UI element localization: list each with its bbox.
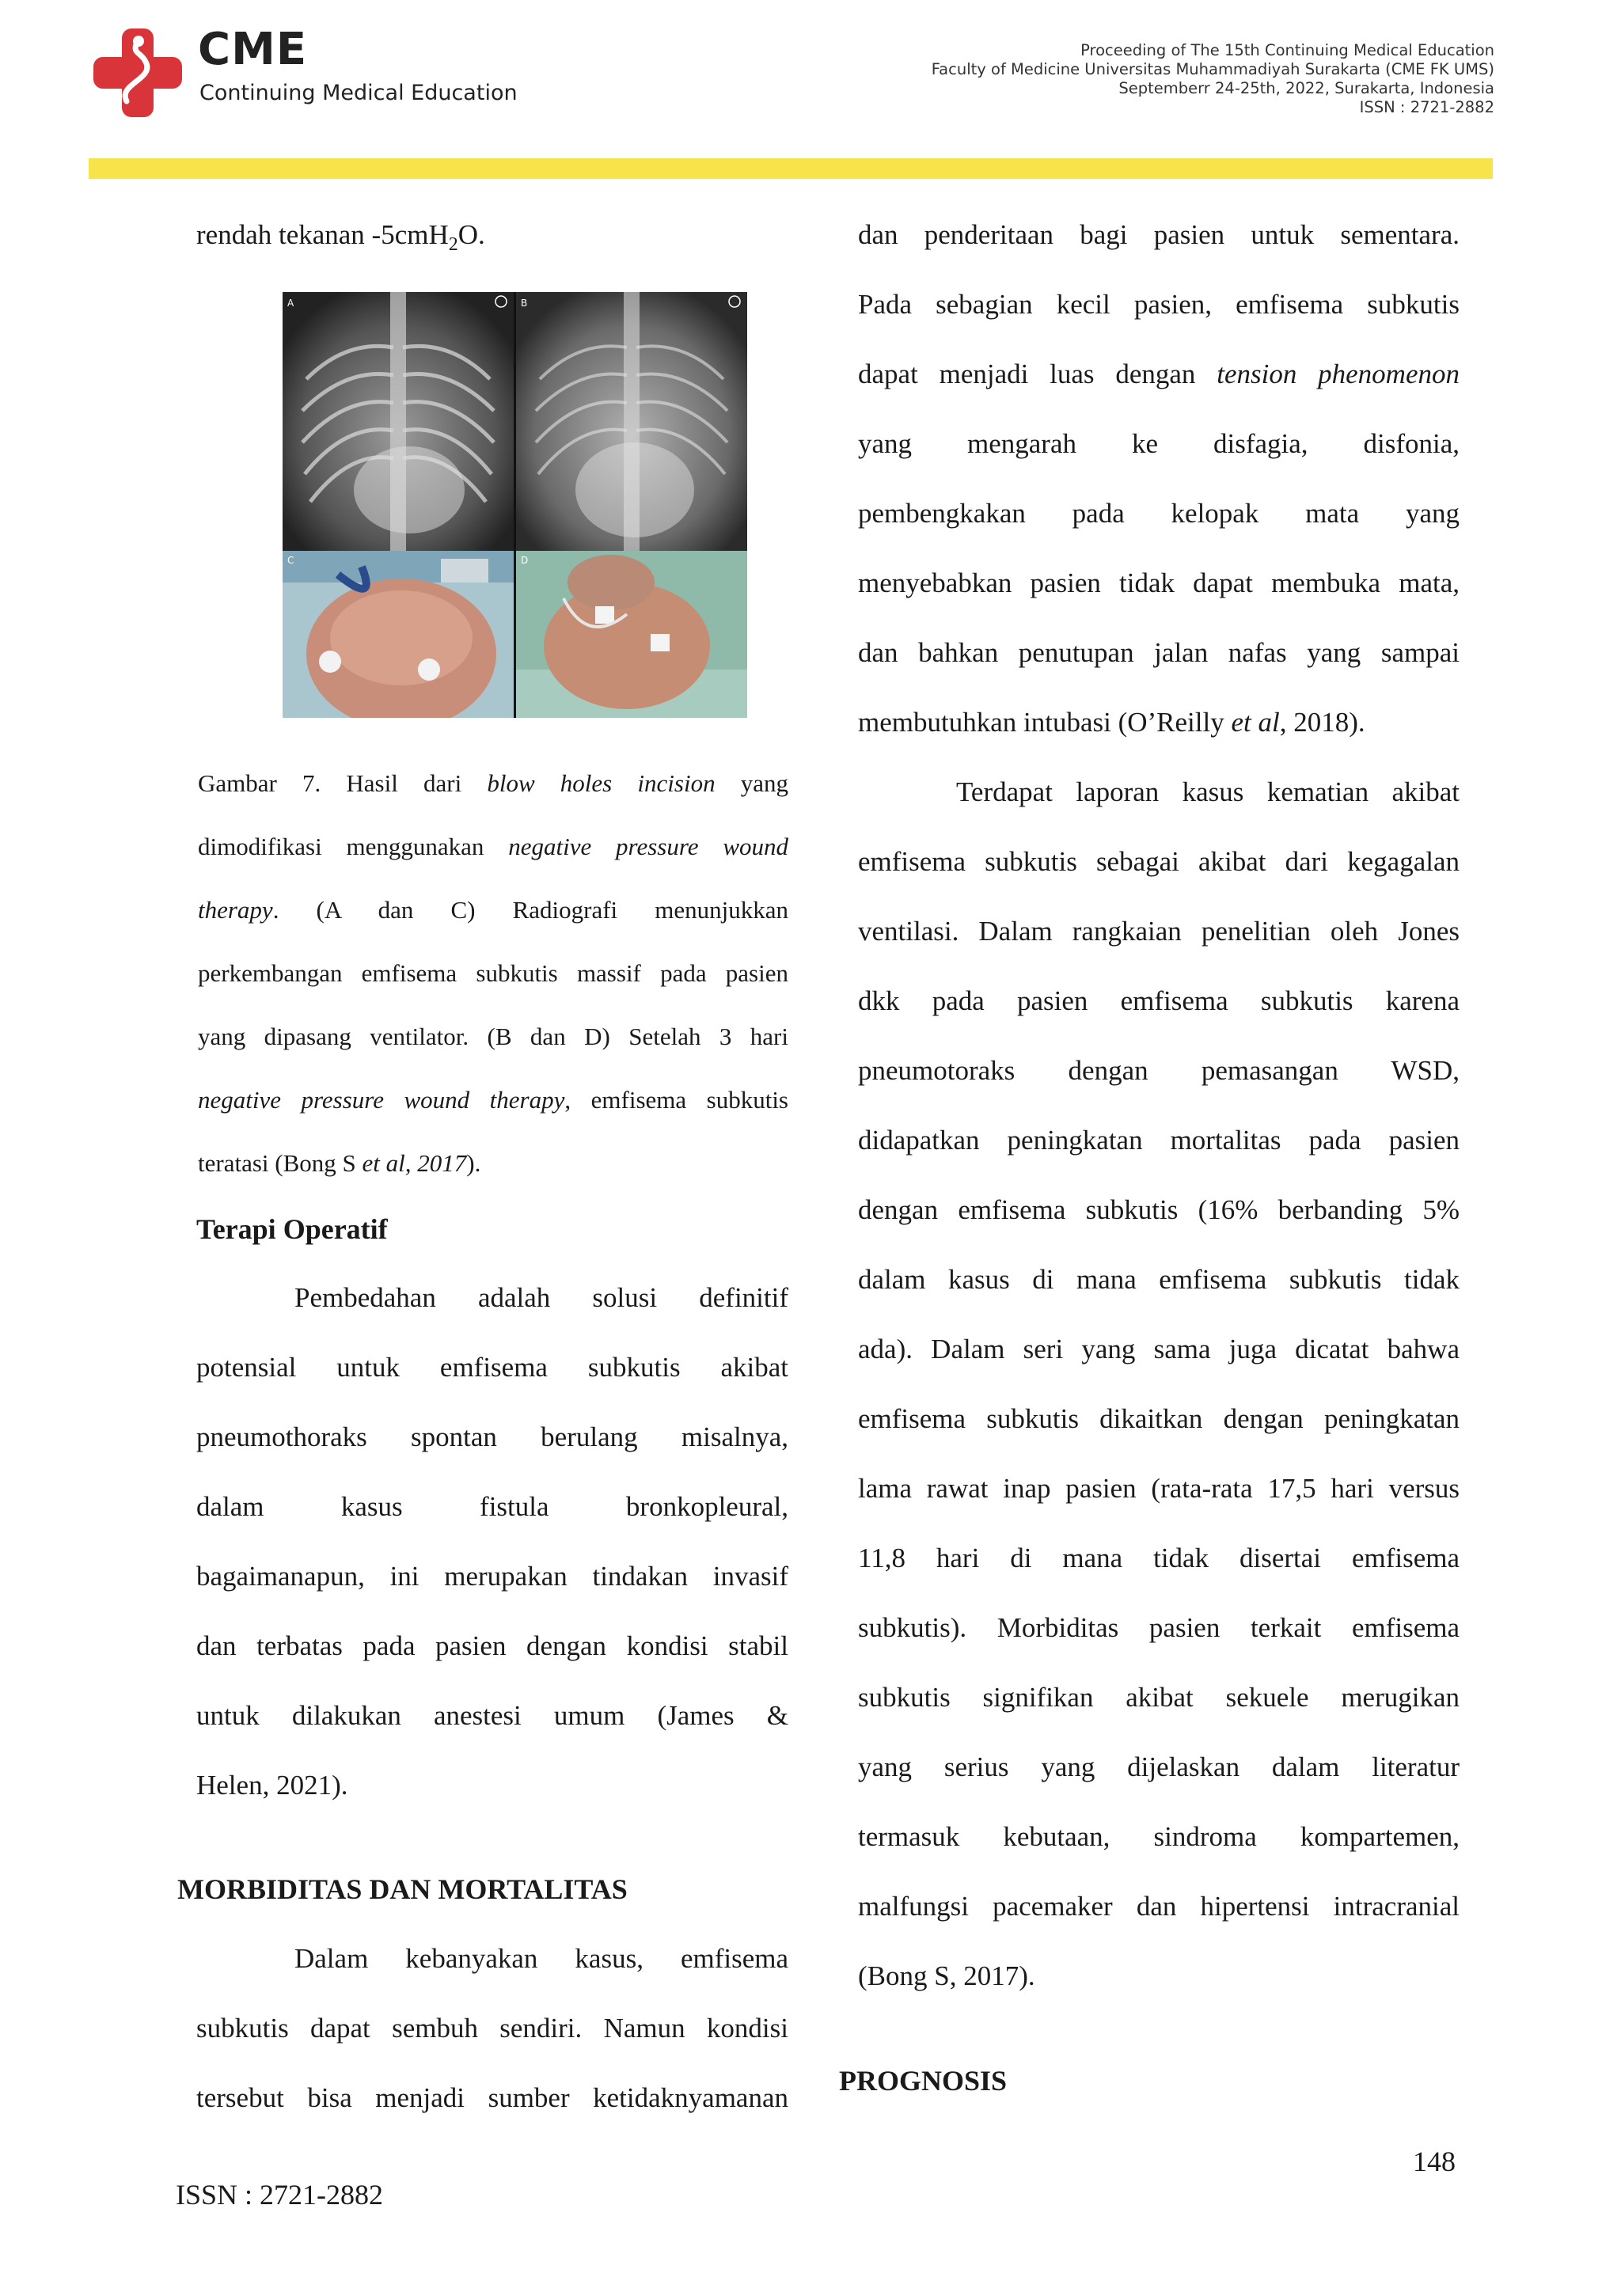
paragraph-line: dalam kasus di mana emfisema subkutis tidak	[858, 1264, 1460, 1295]
proceeding-info	[932, 41, 1494, 117]
section-heading-morbiditas: MORBIDITAS DAN MORTALITAS	[177, 1873, 628, 1905]
paragraph-line: ventilasi. Dalam rangkaian penelitian oleh Jones	[858, 916, 1460, 947]
paragraph-line: lama rawat inap pasien (rata-rata 17,5 hari versus	[858, 1473, 1460, 1504]
paragraph-line: tersebut bisa menjadi sumber ketidaknyamanan	[196, 2082, 788, 2113]
section-heading-prognosis: PROGNOSIS	[839, 2065, 1008, 2097]
figure-caption-line: teratasi (Bong S et al, 2017).	[198, 1149, 481, 1177]
paragraph-line: Pada sebagian kecil pasien, emfisema subkutis	[858, 289, 1460, 320]
paragraph-line: potensial untuk emfisema subkutis akibat	[196, 1352, 788, 1383]
paragraph-line: untuk dilakukan anestesi umum (James &	[196, 1700, 788, 1731]
paragraph-line: malfungsi pacemaker dan hipertensi intracranial	[858, 1891, 1460, 1922]
paragraph-line: Terdapat laporan kasus kematian akibat	[956, 776, 1460, 807]
panel-label: D	[521, 555, 529, 566]
paragraph-line: Dalam kebanyakan kasus, emfisema	[294, 1943, 788, 1974]
cme-logo-icon	[93, 28, 182, 117]
paragraph-line: dan bahkan penutupan jalan nafas yang sampai	[858, 637, 1460, 668]
paragraph-line: dan penderitaan bagi pasien untuk sementara.	[858, 219, 1460, 250]
paragraph-line: dalam kasus fistula bronkopleural,	[196, 1491, 788, 1522]
page-number: 148	[1413, 2146, 1456, 2177]
proceeding-line: Septemberr 24-25th, 2022, Surakarta, Indonesia	[1118, 79, 1494, 97]
continued-text-line: rendah tekanan -5cmH$_2$O.	[196, 219, 485, 255]
paragraph-line: membutuhkan intubasi (O’Reilly et al, 2018).	[858, 707, 1365, 738]
panel-label: A	[287, 298, 294, 309]
paragraph-line: subkutis). Morbiditas pasien terkait emfisema	[858, 1612, 1460, 1643]
paragraph-line: menyebabkan pasien tidak dapat membuka mata,	[858, 567, 1460, 598]
paragraph-line: subkutis dapat sembuh sendiri. Namun kondisi	[196, 2013, 788, 2044]
figure-caption-line: Gambar 7. Hasil dari blow holes incision yang	[198, 769, 788, 797]
xray-panel-a	[283, 292, 514, 551]
logo-title: CME	[198, 24, 308, 75]
paragraph-line: dan terbatas pada pasien dengan kondisi stabil	[196, 1630, 788, 1661]
section-heading-operatif: Terapi Operatif	[196, 1213, 388, 1245]
paragraph-line: pneumotoraks dengan pemasangan WSD,	[858, 1055, 1460, 1086]
paragraph-line: emfisema subkutis dikaitkan dengan peningkatan	[858, 1403, 1460, 1434]
paragraph-line: dkk pada pasien emfisema subkutis karena	[858, 985, 1460, 1016]
paragraph-line: emfisema subkutis sebagai akibat dari kegagalan	[858, 846, 1460, 877]
paragraph-line: Pembedahan adalah solusi definitif	[294, 1282, 788, 1313]
paragraph-line: bagaimanapun, ini merupakan tindakan invasif	[196, 1561, 788, 1592]
figure-caption-line: negative pressure wound therapy, emfisema subkutis	[198, 1086, 788, 1114]
paragraph-line: didapatkan peningkatan mortalitas pada pasien	[858, 1125, 1460, 1156]
paragraph-line: ada). Dalam seri yang sama juga dicatat bahwa	[858, 1334, 1460, 1364]
figure-caption-line: perkembangan emfisema subkutis massif pada pasien	[198, 959, 788, 987]
paragraph-line: dengan emfisema subkutis (16% berbanding 5%	[858, 1194, 1460, 1225]
paragraph-line: 11,8 hari di mana tidak disertai emfisema	[858, 1543, 1460, 1573]
panel-label: B	[521, 298, 528, 309]
figure-caption-line: yang dipasang ventilator. (B dan D) Setelah 3 hari	[198, 1023, 788, 1050]
photo-panel-d	[516, 551, 747, 718]
footer-issn: ISSN : 2721-2882	[176, 2179, 384, 2211]
paragraph-line: pneumothoraks spontan berulang misalnya,	[196, 1421, 788, 1452]
photo-panel-c	[283, 551, 514, 718]
paragraph-line: (Bong S, 2017).	[858, 1960, 1035, 1991]
proceeding-line: Proceeding of The 15th Continuing Medical Education	[1080, 41, 1494, 59]
figure-caption-line: therapy. (A dan C) Radiografi menunjukkan	[198, 896, 788, 924]
header-divider-bar	[89, 158, 1493, 179]
panel-label: C	[287, 555, 294, 566]
paragraph-line: subkutis signifikan akibat sekuele merugikan	[858, 1682, 1460, 1713]
xray-panel-b	[516, 292, 747, 551]
paragraph-line: dapat menjadi luas dengan tension phenomenon	[858, 359, 1460, 389]
figure-caption-line: dimodifikasi menggunakan negative pressure wound	[198, 833, 788, 860]
paragraph-line: yang mengarah ke disfagia, disfonia,	[858, 428, 1460, 459]
logo-subtitle: Continuing Medical Education	[199, 81, 518, 105]
proceeding-line: ISSN : 2721-2882	[1359, 98, 1494, 116]
paragraph-line: termasuk kebutaan, sindroma kompartemen,	[858, 1821, 1460, 1852]
paragraph-line: yang serius yang dijelaskan dalam literatur	[858, 1751, 1460, 1782]
proceeding-line: Faculty of Medicine Universitas Muhammadiyah Surakarta (CME FK UMS)	[931, 60, 1494, 78]
paragraph-line: pembengkakan pada kelopak mata yang	[858, 498, 1460, 529]
paragraph-line: Helen, 2021).	[196, 1770, 348, 1801]
figure-7	[283, 292, 747, 718]
